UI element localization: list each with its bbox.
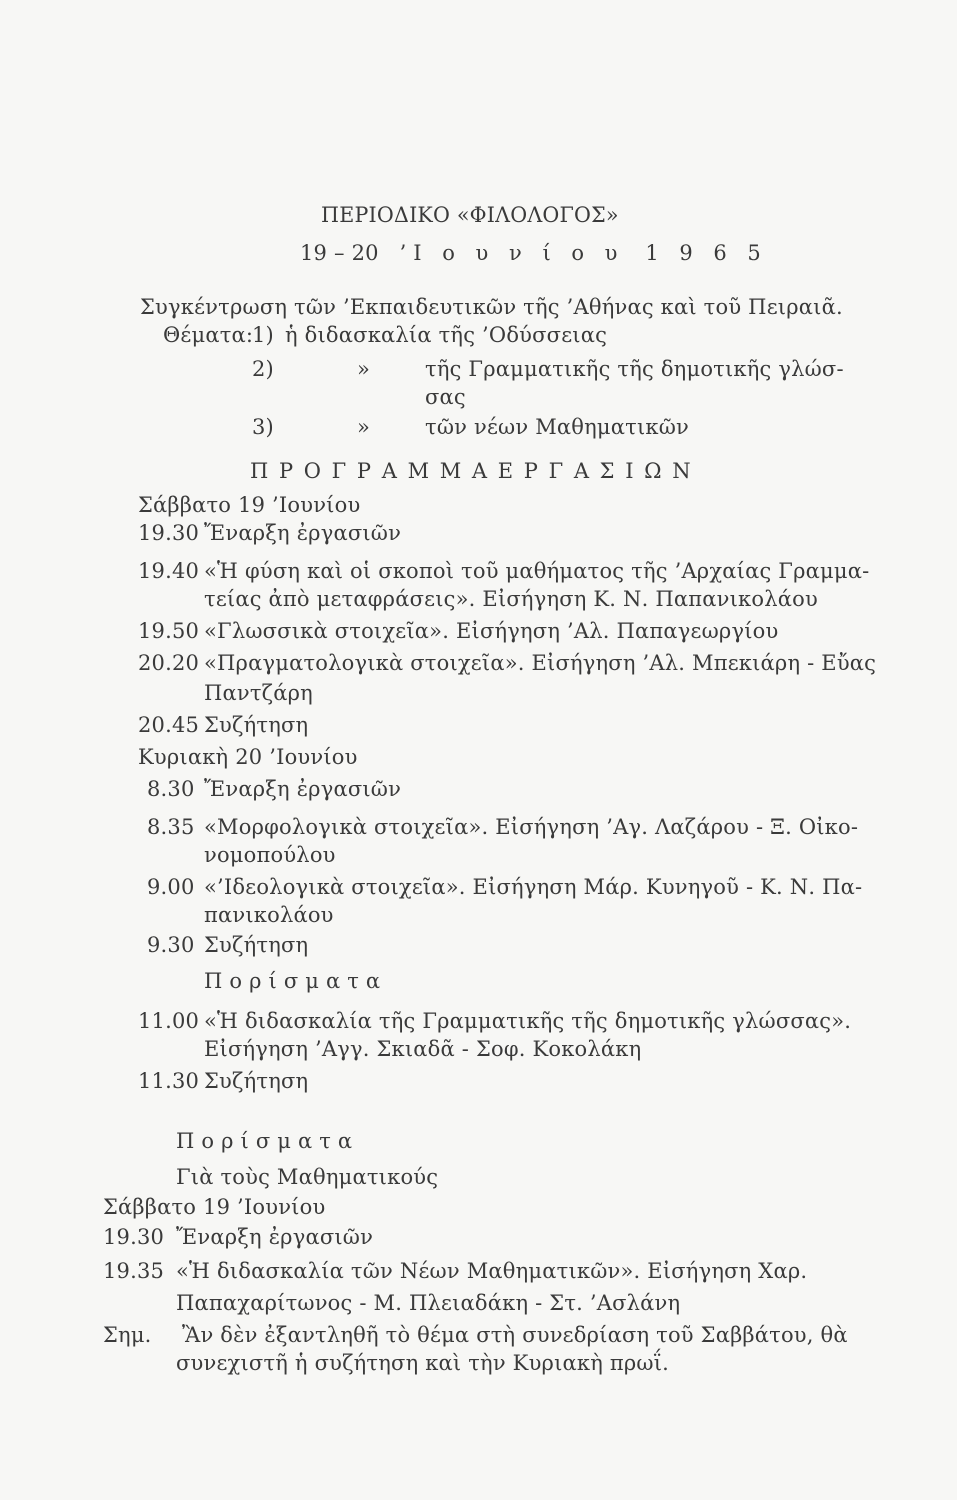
sun-item-5-text-cont: Εἰσήγηση ’Αγγ. Σκιαδᾶ - Σοφ. Κοκολάκη [204, 1037, 642, 1061]
sun-item-2-text: «Μορφολογικὰ στοιχεῖα». Εἰσήγηση ’Αγ. Λαζάρου - Ξ. Οἰκο- [204, 815, 859, 839]
sun-item-5-text: «Ἡ διδασκαλία τῆς Γραμματικῆς τῆς δημοτικῆς γλώσσας». [204, 1009, 852, 1033]
sun-item-1-text: Ἔναρξη ἐργασιῶν [204, 777, 402, 801]
sun-item-2-text-cont: νομοπούλου [204, 843, 336, 867]
note-text: Ἂν δὲν ἐξαντληθῆ τὸ θέμα στὴ συνεδρίαση τοῦ Σαββάτου, θὰ [182, 1323, 848, 1347]
sat-item-2-text-cont: τείας ἀπὸ μεταφράσεις». Εἰσήγηση Κ. Ν. Παπανικολάου [204, 587, 818, 611]
date-days: 19 – 20 [300, 241, 379, 265]
saturday-heading: Σάββατο 19 ’Ιουνίου [138, 493, 361, 517]
topic-3-ditto: » [357, 415, 371, 439]
sat-item-4-text-cont: Παντζάρη [204, 681, 313, 705]
topic-2-text: τῆς Γραμματικῆς τῆς δημοτικῆς γλώσ- [425, 357, 844, 381]
sun-item-2-time: 8.35 [147, 815, 195, 839]
sun-item-4-time: 9.30 [147, 933, 195, 957]
sat-item-4-time: 20.20 [138, 651, 200, 675]
math-item-2-text: «Ἡ διδασκαλία τῶν Νέων Μαθηματικῶν». Εἰσήγηση Χαρ. [176, 1259, 808, 1283]
math-item-1-text: Ἔναρξη ἐργασιῶν [176, 1225, 374, 1249]
math-item-2-text-cont: Παπαχαρίτωνος - Μ. Πλειαδάκη - Στ. ’Ασλάνη [176, 1291, 681, 1315]
sun-item-6-time: 11.30 [138, 1069, 200, 1093]
sat-item-3-time: 19.50 [138, 619, 200, 643]
program-title: Π Ρ Ο Γ Ρ Α Μ Μ Α Ε Ρ Γ Α Σ Ι Ω Ν [250, 459, 693, 483]
topic-2-num: 2) [252, 357, 274, 381]
sun-item-3-text-cont: πανικολάου [204, 903, 334, 927]
sat-item-5-text: Συζήτηση [204, 713, 309, 737]
note-text-cont: συνεχιστῆ ἡ συζήτηση καὶ τὴν Κυριακὴ πρωΐ. [176, 1351, 670, 1375]
topic-1-num: 1) [252, 323, 274, 347]
topic-3-num: 3) [252, 415, 274, 439]
sat-item-1-text: Ἔναρξη ἐργασιῶν [204, 521, 402, 545]
sun-item-3-time: 9.00 [147, 875, 195, 899]
topic-2-ditto: » [357, 357, 371, 381]
date-year: 1 9 6 5 [645, 241, 768, 265]
math-day-heading: Σάββατο 19 ’Ιουνίου [103, 1195, 326, 1219]
sat-item-1-time: 19.30 [138, 521, 200, 545]
topic-2-cont: σας [425, 385, 466, 409]
math-item-2-time: 19.35 [103, 1259, 165, 1283]
sun-item-1-time: 8.30 [147, 777, 195, 801]
document-title: ΠΕΡΙΟΔΙΚΟ «ΦΙΛΟΛΟΓΟΣ» [321, 203, 619, 227]
date-line [300, 240, 768, 266]
note-label: Σημ. [103, 1323, 152, 1347]
math-item-1-time: 19.30 [103, 1225, 165, 1249]
math-subheading: Γιὰ τοὺς Μαθηματικούς [176, 1165, 439, 1189]
math-conclusions-heading: Π ο ρ ί σ μ α τ α [176, 1129, 353, 1153]
sat-item-3-text: «Γλωσσικὰ στοιχεῖα». Εἰσήγηση ’Αλ. Παπαγεωργίου [204, 619, 779, 643]
topic-3-text: τῶν νέων Μαθηματικῶν [425, 415, 689, 439]
topics-label: Θέματα: [163, 323, 254, 347]
sun-item-5-time: 11.00 [138, 1009, 200, 1033]
sat-item-2-time: 19.40 [138, 559, 200, 583]
date-month: ’Ι ο υ ν ί ο υ [399, 241, 625, 265]
sat-item-2-text: «Ἡ φύση καὶ οἱ σκοποὶ τοῦ μαθήματος τῆς ’Αρχαίας Γραμμα- [204, 559, 870, 583]
topic-1-text: ἡ διδασκαλία τῆς ’Οδύσσειας [285, 323, 608, 347]
sunday-conclusions-heading: Π ο ρ ί σ μ α τ α [204, 969, 381, 993]
gathering-line: Συγκέντρωση τῶν ’Εκπαιδευτικῶν τῆς ’Αθήνας καὶ τοῦ Πειραιᾶ. [140, 295, 843, 319]
sat-item-5-time: 20.45 [138, 713, 200, 737]
sunday-heading: Κυριακὴ 20 ’Ιουνίου [138, 745, 358, 769]
sun-item-6-text: Συζήτηση [204, 1069, 309, 1093]
sat-item-4-text: «Πραγματολογικὰ στοιχεῖα». Εἰσήγηση ’Αλ. Μπεκιάρη - Εὔας [204, 651, 877, 675]
sun-item-3-text: «’Ιδεολογικὰ στοιχεῖα». Εἰσήγηση Μάρ. Κυνηγοῦ - Κ. Ν. Πα- [204, 875, 863, 899]
sun-item-4-text: Συζήτηση [204, 933, 309, 957]
